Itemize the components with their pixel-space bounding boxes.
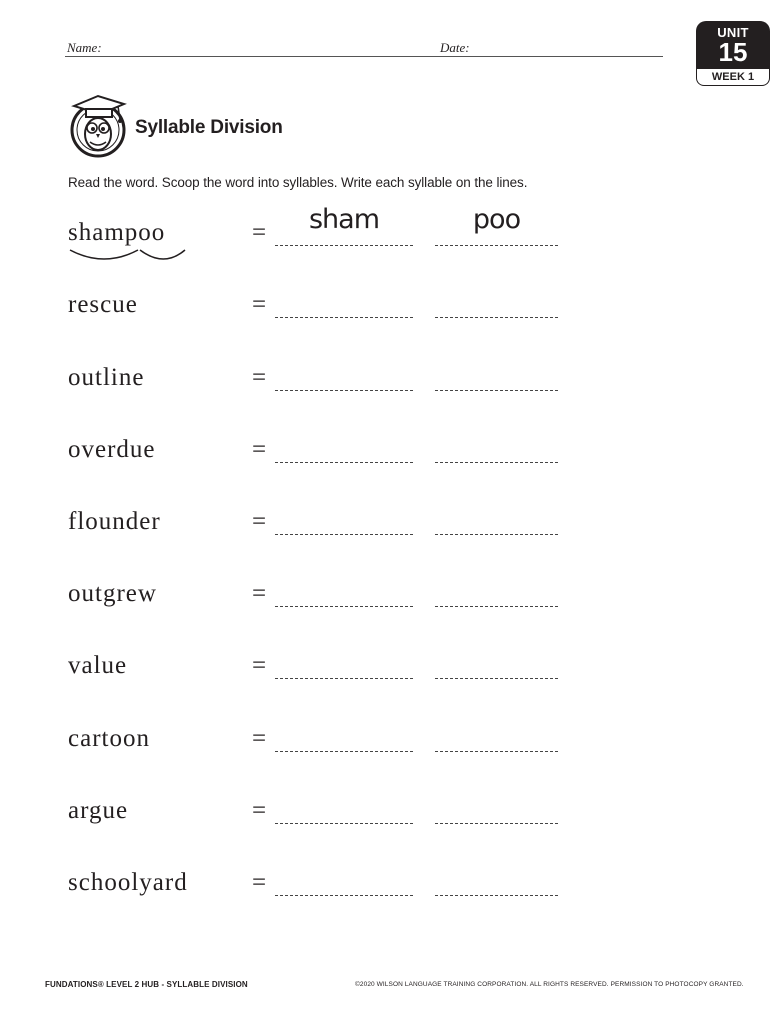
word-text: shampoo: [68, 219, 166, 246]
syllable-1-answer: sham: [308, 204, 380, 235]
equals-sign: =: [252, 291, 267, 318]
word-row: [0, 363, 770, 413]
equals-sign: =: [252, 869, 267, 896]
word-text: argue: [68, 797, 129, 824]
word-text: outline: [68, 364, 145, 391]
unit-label: UNIT: [717, 25, 749, 40]
equals-sign: =: [252, 508, 267, 535]
equals-sign: =: [252, 797, 267, 824]
word-row: [0, 204, 770, 268]
syllable-2-blank[interactable]: [435, 534, 558, 535]
equals-sign: =: [252, 652, 267, 679]
owl-graduate-icon: [66, 92, 130, 158]
equals-sign: =: [252, 580, 267, 607]
footer-program-label: FUNDATIONS® LEVEL 2 HUB - SYLLABLE DIVISION: [45, 980, 248, 989]
word-row: [0, 507, 770, 557]
word-text: rescue: [68, 291, 138, 318]
page-title: Syllable Division: [135, 117, 283, 138]
equals-sign: =: [252, 364, 267, 391]
syllable-2-blank[interactable]: [435, 245, 558, 246]
unit-badge-top: [696, 21, 770, 69]
syllable-1-blank[interactable]: [275, 751, 413, 752]
word-text: cartoon: [68, 725, 150, 752]
word-row: [0, 796, 770, 846]
unit-badge: [696, 21, 770, 86]
name-date-line[interactable]: [65, 56, 663, 57]
footer-copyright: ©2020 WILSON LANGUAGE TRAINING CORPORATION. ALL RIGHTS RESERVED. PERMISSION TO PHOTOCOPY GRANTED.: [355, 981, 744, 988]
syllable-1-blank[interactable]: [275, 245, 413, 246]
syllable-1-blank[interactable]: [275, 462, 413, 463]
syllable-2-blank[interactable]: [435, 895, 558, 896]
syllable-1-blank[interactable]: [275, 317, 413, 318]
word-text: schoolyard: [68, 869, 188, 896]
syllable-2-blank[interactable]: [435, 823, 558, 824]
name-label: Name:: [67, 40, 102, 55]
syllable-2-blank[interactable]: [435, 606, 558, 607]
syllable-2-blank[interactable]: [435, 751, 558, 752]
word-text: flounder: [68, 508, 161, 535]
syllable-1-blank[interactable]: [275, 823, 413, 824]
syllable-1-blank[interactable]: [275, 895, 413, 896]
word-text: value: [68, 652, 128, 679]
syllable-1-blank[interactable]: [275, 606, 413, 607]
syllable-1-blank[interactable]: [275, 390, 413, 391]
syllable-1-blank[interactable]: [275, 678, 413, 679]
word-text: overdue: [68, 436, 156, 463]
date-label: Date:: [440, 40, 470, 55]
word-row: [0, 868, 770, 918]
syllable-2-blank[interactable]: [435, 678, 558, 679]
syllable-2-blank[interactable]: [435, 317, 558, 318]
unit-number: 15: [718, 37, 748, 67]
word-row: [0, 724, 770, 774]
syllable-1-blank[interactable]: [275, 534, 413, 535]
week-label: WEEK 1: [696, 69, 770, 86]
word-row: [0, 290, 770, 340]
word-row: [0, 435, 770, 485]
syllable-2-blank[interactable]: [435, 462, 558, 463]
syllable-scoop-icon: [68, 246, 188, 262]
instructions-text: Read the word. Scoop the word into syllables. Write each syllable on the lines.: [68, 175, 528, 190]
word-text: outgrew: [68, 580, 157, 607]
equals-sign: =: [252, 725, 267, 752]
equals-sign: =: [252, 436, 267, 463]
equals-sign: =: [252, 219, 267, 246]
syllable-2-blank[interactable]: [435, 390, 558, 391]
syllable-2-answer: poo: [472, 204, 521, 235]
word-row: [0, 579, 770, 629]
word-row: [0, 651, 770, 701]
